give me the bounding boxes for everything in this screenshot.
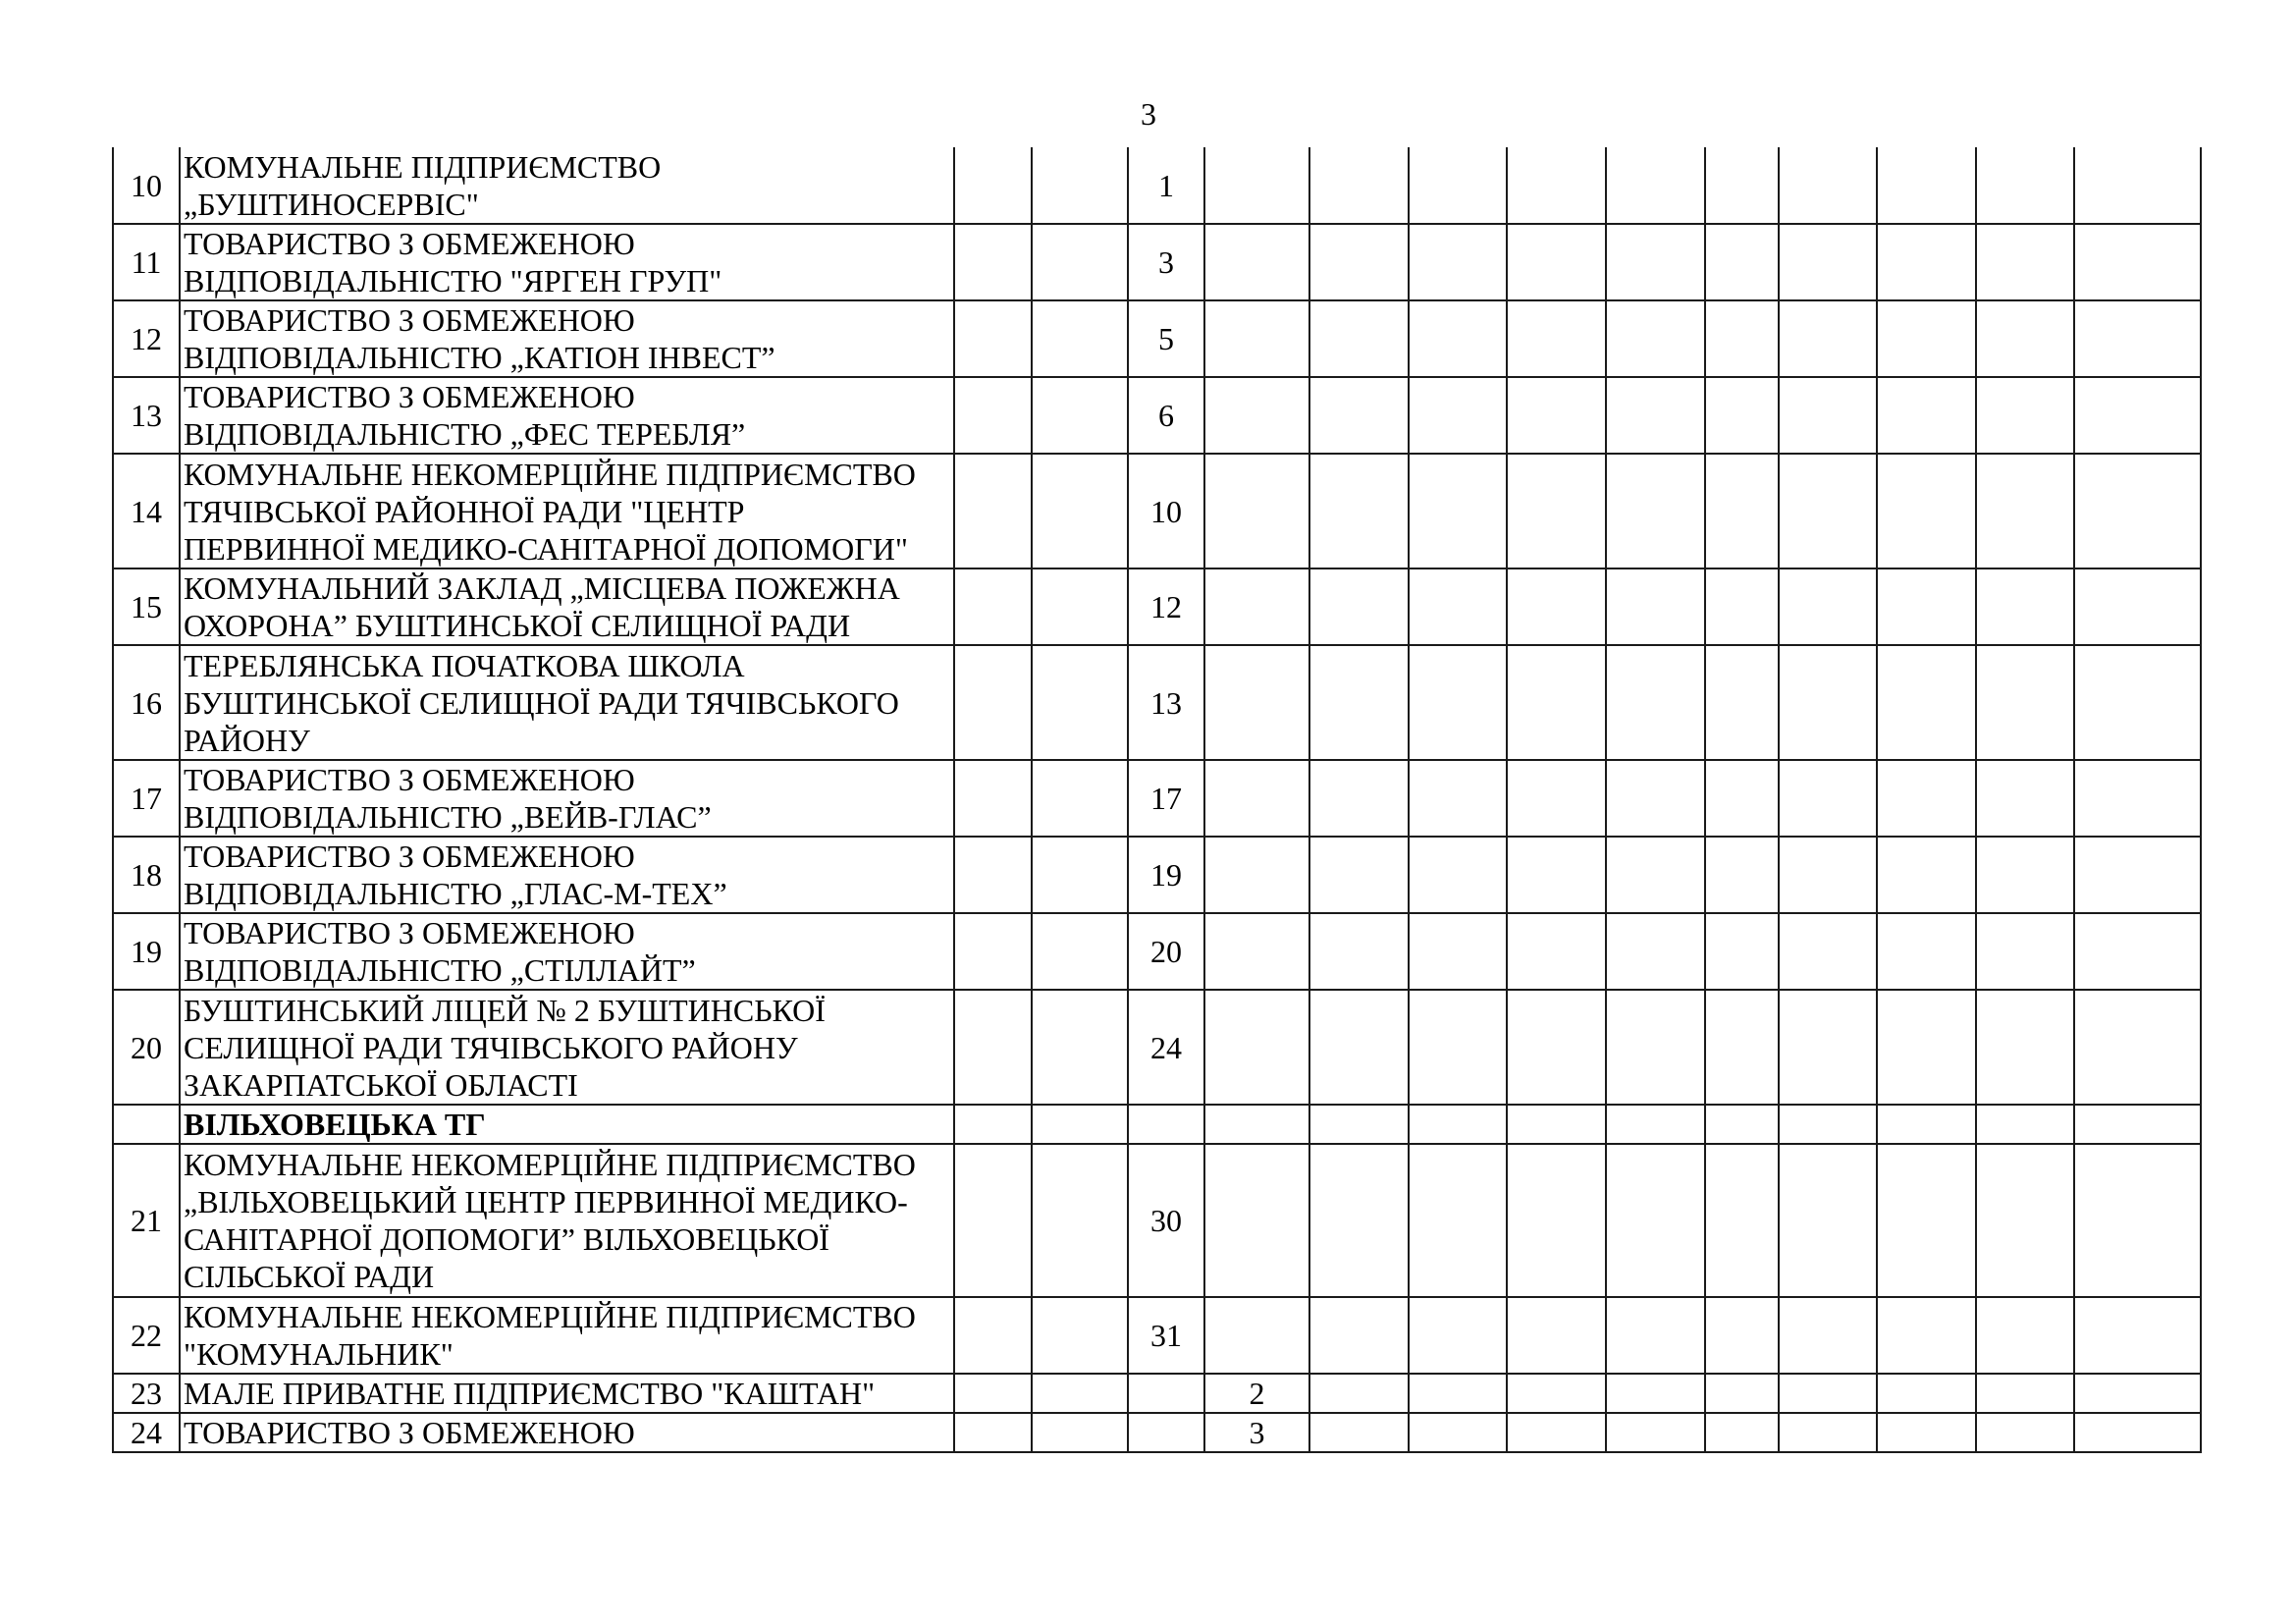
value-cell xyxy=(1705,1144,1779,1297)
table-row xyxy=(113,568,2201,645)
value-cell xyxy=(1606,645,1705,760)
table-row xyxy=(113,224,2201,300)
value-cell xyxy=(1606,990,1705,1105)
value-cell xyxy=(1705,760,1779,837)
value-cell xyxy=(1409,1413,1507,1452)
value-cell xyxy=(1128,1413,1204,1452)
value-cell xyxy=(1409,1297,1507,1374)
value-cell xyxy=(1032,147,1128,224)
value-cell xyxy=(1204,760,1309,837)
value-cell xyxy=(1606,1413,1705,1452)
value-cell xyxy=(1779,837,1877,913)
value-cell xyxy=(2074,224,2201,300)
value-cell xyxy=(1877,837,1976,913)
value-cell xyxy=(1507,837,1606,913)
value-cell xyxy=(2074,1144,2201,1297)
value-cell xyxy=(1309,1105,1409,1144)
table-row xyxy=(113,1374,2201,1413)
value-cell xyxy=(1409,1374,1507,1413)
value-cell xyxy=(1204,300,1309,377)
table-row xyxy=(113,1413,2201,1452)
value-cell xyxy=(1779,990,1877,1105)
value-cell xyxy=(1976,913,2074,990)
table-row xyxy=(113,1297,2201,1374)
value-cell xyxy=(1705,224,1779,300)
page-number: 3 xyxy=(1141,96,1156,132)
value-cell xyxy=(1409,1105,1507,1144)
value-cell xyxy=(1204,224,1309,300)
value-cell xyxy=(1128,1105,1204,1144)
organization-name: БУШТИНСЬКИЙ ЛІЦЕЙ № 2 БУШТИНСЬКОЇ СЕЛИЩНОЇ РАДИ ТЯЧІВСЬКОГО РАЙОНУ ЗАКАРПАТСЬКОЇ ОБЛАСТІ xyxy=(180,990,954,1105)
value-cell xyxy=(1779,147,1877,224)
value-cell xyxy=(1976,837,2074,913)
table-row xyxy=(113,147,2201,224)
value-cell xyxy=(1309,1413,1409,1452)
section-header-row xyxy=(113,1105,2201,1144)
value-cell xyxy=(1409,837,1507,913)
value-cell xyxy=(1309,760,1409,837)
row-number: 13 xyxy=(113,377,180,454)
value-cell xyxy=(1606,1374,1705,1413)
table-row xyxy=(113,300,2201,377)
row-number: 11 xyxy=(113,224,180,300)
table-row xyxy=(113,454,2201,568)
value-cell: 5 xyxy=(1128,300,1204,377)
value-cell xyxy=(1032,568,1128,645)
organization-name: ТОВАРИСТВО З ОБМЕЖЕНОЮ ВІДПОВІДАЛЬНІСТЮ „СТІЛЛАЙТ” xyxy=(180,913,954,990)
table-row xyxy=(113,760,2201,837)
value-cell xyxy=(1705,990,1779,1105)
value-cell xyxy=(1877,645,1976,760)
value-cell xyxy=(2074,454,2201,568)
value-cell xyxy=(954,300,1032,377)
value-cell xyxy=(1507,147,1606,224)
row-number: 15 xyxy=(113,568,180,645)
value-cell xyxy=(1877,1144,1976,1297)
value-cell xyxy=(1705,454,1779,568)
value-cell xyxy=(2074,568,2201,645)
row-number: 24 xyxy=(113,1413,180,1452)
value-cell xyxy=(1507,1105,1606,1144)
value-cell xyxy=(1976,147,2074,224)
value-cell xyxy=(1976,645,2074,760)
value-cell xyxy=(1606,760,1705,837)
value-cell xyxy=(1204,913,1309,990)
value-cell: 6 xyxy=(1128,377,1204,454)
value-cell xyxy=(1507,645,1606,760)
value-cell xyxy=(1606,1105,1705,1144)
registry-table xyxy=(112,147,2202,1453)
value-cell xyxy=(1606,300,1705,377)
table-row xyxy=(113,377,2201,454)
value-cell xyxy=(1976,568,2074,645)
value-cell xyxy=(1779,1413,1877,1452)
value-cell xyxy=(1779,1374,1877,1413)
value-cell xyxy=(1976,454,2074,568)
organization-name: КОМУНАЛЬНЕ ПІДПРИЄМСТВО „БУШТИНОСЕРВІС" xyxy=(180,147,954,224)
value-cell: 2 xyxy=(1204,1374,1309,1413)
organization-name: ТОВАРИСТВО З ОБМЕЖЕНОЮ ВІДПОВІДАЛЬНІСТЮ „ВЕЙВ-ГЛАС” xyxy=(180,760,954,837)
value-cell xyxy=(954,837,1032,913)
value-cell: 1 xyxy=(1128,147,1204,224)
value-cell xyxy=(1976,377,2074,454)
organization-name: ТОВАРИСТВО З ОБМЕЖЕНОЮ ВІДПОВІДАЛЬНІСТЮ "ЯРГЕН ГРУП" xyxy=(180,224,954,300)
value-cell xyxy=(1606,837,1705,913)
value-cell xyxy=(1409,645,1507,760)
organization-name: КОМУНАЛЬНЕ НЕКОМЕРЦІЙНЕ ПІДПРИЄМСТВО ТЯЧІВСЬКОЇ РАЙОННОЇ РАДИ "ЦЕНТР ПЕРВИННОЇ МЕДИКО-САНІТАРНОЇ ДОПОМОГИ" xyxy=(180,454,954,568)
value-cell xyxy=(1409,454,1507,568)
value-cell xyxy=(1204,1297,1309,1374)
value-cell xyxy=(954,645,1032,760)
value-cell xyxy=(1877,1374,1976,1413)
value-cell xyxy=(1877,300,1976,377)
value-cell: 10 xyxy=(1128,454,1204,568)
value-cell xyxy=(1309,568,1409,645)
value-cell xyxy=(1128,1374,1204,1413)
value-cell xyxy=(1032,1105,1128,1144)
value-cell xyxy=(1779,377,1877,454)
organization-name: КОМУНАЛЬНЕ НЕКОМЕРЦІЙНЕ ПІДПРИЄМСТВО "КОМУНАЛЬНИК" xyxy=(180,1297,954,1374)
value-cell xyxy=(954,913,1032,990)
value-cell xyxy=(1507,568,1606,645)
value-cell xyxy=(1309,300,1409,377)
value-cell xyxy=(954,1374,1032,1413)
row-number: 21 xyxy=(113,1144,180,1297)
value-cell xyxy=(1877,147,1976,224)
value-cell xyxy=(1409,568,1507,645)
value-cell xyxy=(1606,377,1705,454)
value-cell xyxy=(1705,645,1779,760)
value-cell xyxy=(2074,300,2201,377)
value-cell xyxy=(1409,990,1507,1105)
value-cell xyxy=(1705,913,1779,990)
value-cell xyxy=(1877,454,1976,568)
value-cell xyxy=(1309,454,1409,568)
value-cell: 19 xyxy=(1128,837,1204,913)
value-cell xyxy=(1309,913,1409,990)
value-cell xyxy=(1309,147,1409,224)
value-cell xyxy=(954,1105,1032,1144)
value-cell xyxy=(1204,147,1309,224)
value-cell xyxy=(1309,377,1409,454)
value-cell xyxy=(1409,377,1507,454)
value-cell xyxy=(1507,1374,1606,1413)
value-cell xyxy=(1705,1105,1779,1144)
row-number xyxy=(113,1105,180,1144)
row-number: 22 xyxy=(113,1297,180,1374)
value-cell xyxy=(1606,913,1705,990)
organization-name: ТОВАРИСТВО З ОБМЕЖЕНОЮ ВІДПОВІДАЛЬНІСТЮ „ГЛАС-М-ТЕХ” xyxy=(180,837,954,913)
value-cell xyxy=(1976,224,2074,300)
value-cell xyxy=(1779,1105,1877,1144)
value-cell xyxy=(1204,1144,1309,1297)
value-cell xyxy=(1705,377,1779,454)
table-row xyxy=(113,645,2201,760)
value-cell xyxy=(954,1144,1032,1297)
value-cell xyxy=(1877,760,1976,837)
organization-name: ТОВАРИСТВО З ОБМЕЖЕНОЮ ВІДПОВІДАЛЬНІСТЮ „ФЕС ТЕРЕБЛЯ” xyxy=(180,377,954,454)
value-cell xyxy=(2074,147,2201,224)
value-cell xyxy=(2074,1374,2201,1413)
value-cell xyxy=(1507,377,1606,454)
table-row xyxy=(113,913,2201,990)
value-cell xyxy=(1507,1297,1606,1374)
row-number: 20 xyxy=(113,990,180,1105)
value-cell xyxy=(954,990,1032,1105)
value-cell xyxy=(1779,760,1877,837)
value-cell xyxy=(954,454,1032,568)
value-cell xyxy=(1976,1374,2074,1413)
value-cell xyxy=(1779,224,1877,300)
value-cell xyxy=(1779,300,1877,377)
value-cell xyxy=(1032,377,1128,454)
value-cell xyxy=(1204,568,1309,645)
value-cell xyxy=(1409,760,1507,837)
value-cell xyxy=(1606,1144,1705,1297)
value-cell xyxy=(1877,377,1976,454)
value-cell xyxy=(1507,913,1606,990)
row-number: 16 xyxy=(113,645,180,760)
value-cell xyxy=(1032,1374,1128,1413)
value-cell xyxy=(1976,990,2074,1105)
value-cell xyxy=(1507,1413,1606,1452)
value-cell xyxy=(1204,990,1309,1105)
value-cell: 3 xyxy=(1204,1413,1309,1452)
table-row xyxy=(113,1144,2201,1297)
organization-name: ТОВАРИСТВО З ОБМЕЖЕНОЮ xyxy=(180,1413,954,1452)
value-cell xyxy=(1976,1413,2074,1452)
value-cell xyxy=(1705,1413,1779,1452)
value-cell xyxy=(1976,1105,2074,1144)
value-cell xyxy=(1032,1297,1128,1374)
value-cell xyxy=(1976,760,2074,837)
value-cell: 31 xyxy=(1128,1297,1204,1374)
value-cell xyxy=(954,1413,1032,1452)
value-cell xyxy=(1032,1413,1128,1452)
value-cell xyxy=(1606,224,1705,300)
value-cell xyxy=(1309,990,1409,1105)
value-cell xyxy=(2074,1413,2201,1452)
value-cell xyxy=(1877,1105,1976,1144)
value-cell xyxy=(954,760,1032,837)
value-cell xyxy=(1779,568,1877,645)
value-cell xyxy=(1032,913,1128,990)
value-cell xyxy=(1705,300,1779,377)
value-cell xyxy=(1779,1297,1877,1374)
value-cell xyxy=(1606,454,1705,568)
value-cell xyxy=(1705,1297,1779,1374)
organization-name: ТОВАРИСТВО З ОБМЕЖЕНОЮ ВІДПОВІДАЛЬНІСТЮ „КАТІОН ІНВЕСТ” xyxy=(180,300,954,377)
value-cell xyxy=(1309,1374,1409,1413)
value-cell xyxy=(1976,1297,2074,1374)
value-cell xyxy=(1705,837,1779,913)
value-cell xyxy=(1309,1297,1409,1374)
value-cell xyxy=(954,568,1032,645)
value-cell xyxy=(1309,645,1409,760)
value-cell xyxy=(1779,645,1877,760)
value-cell xyxy=(1606,568,1705,645)
value-cell xyxy=(1204,1105,1309,1144)
value-cell xyxy=(1204,645,1309,760)
value-cell xyxy=(1409,147,1507,224)
value-cell xyxy=(2074,913,2201,990)
value-cell: 3 xyxy=(1128,224,1204,300)
value-cell xyxy=(1877,1297,1976,1374)
value-cell xyxy=(2074,645,2201,760)
value-cell: 24 xyxy=(1128,990,1204,1105)
value-cell xyxy=(2074,760,2201,837)
value-cell xyxy=(1779,913,1877,990)
row-number: 19 xyxy=(113,913,180,990)
value-cell xyxy=(1409,913,1507,990)
value-cell xyxy=(1877,913,1976,990)
value-cell xyxy=(954,377,1032,454)
value-cell xyxy=(1507,224,1606,300)
value-cell xyxy=(1877,224,1976,300)
value-cell: 13 xyxy=(1128,645,1204,760)
value-cell xyxy=(1409,300,1507,377)
value-cell xyxy=(1877,990,1976,1105)
value-cell xyxy=(1032,760,1128,837)
value-cell xyxy=(1032,454,1128,568)
value-cell xyxy=(1032,990,1128,1105)
row-number: 23 xyxy=(113,1374,180,1413)
row-number: 18 xyxy=(113,837,180,913)
value-cell xyxy=(2074,377,2201,454)
organization-name: КОМУНАЛЬНЕ НЕКОМЕРЦІЙНЕ ПІДПРИЄМСТВО „ВІЛЬХОВЕЦЬКИЙ ЦЕНТР ПЕРВИННОЇ МЕДИКО- САНІТАРНОЇ ДОПОМОГИ” ВІЛЬХОВЕЦЬКОЇ СІЛЬСЬКОЇ РАДИ xyxy=(180,1144,954,1297)
value-cell xyxy=(954,1297,1032,1374)
value-cell xyxy=(1779,1144,1877,1297)
value-cell: 20 xyxy=(1128,913,1204,990)
value-cell xyxy=(1409,224,1507,300)
table-row xyxy=(113,837,2201,913)
value-cell xyxy=(1032,645,1128,760)
value-cell xyxy=(1606,1297,1705,1374)
value-cell xyxy=(1032,300,1128,377)
value-cell xyxy=(2074,837,2201,913)
value-cell xyxy=(1779,454,1877,568)
value-cell xyxy=(1877,568,1976,645)
value-cell xyxy=(1507,300,1606,377)
table-row xyxy=(113,990,2201,1105)
value-cell xyxy=(1507,990,1606,1105)
value-cell xyxy=(1309,1144,1409,1297)
value-cell xyxy=(1507,1144,1606,1297)
row-number: 17 xyxy=(113,760,180,837)
value-cell xyxy=(1032,224,1128,300)
value-cell xyxy=(1204,377,1309,454)
value-cell xyxy=(2074,1297,2201,1374)
value-cell: 30 xyxy=(1128,1144,1204,1297)
section-title: ВІЛЬХОВЕЦЬКА ТГ xyxy=(180,1105,954,1144)
value-cell xyxy=(1705,147,1779,224)
row-number: 12 xyxy=(113,300,180,377)
organization-name: ТЕРЕБЛЯНСЬКА ПОЧАТКОВА ШКОЛА БУШТИНСЬКОЇ СЕЛИЩНОЇ РАДИ ТЯЧІВСЬКОГО РАЙОНУ xyxy=(180,645,954,760)
row-number: 14 xyxy=(113,454,180,568)
value-cell xyxy=(2074,990,2201,1105)
value-cell xyxy=(1976,300,2074,377)
value-cell xyxy=(1309,224,1409,300)
value-cell xyxy=(1309,837,1409,913)
value-cell xyxy=(1705,568,1779,645)
value-cell xyxy=(1976,1144,2074,1297)
value-cell xyxy=(1032,1144,1128,1297)
value-cell: 12 xyxy=(1128,568,1204,645)
value-cell xyxy=(1705,1374,1779,1413)
value-cell xyxy=(1606,147,1705,224)
row-number: 10 xyxy=(113,147,180,224)
value-cell: 17 xyxy=(1128,760,1204,837)
value-cell xyxy=(1204,454,1309,568)
value-cell xyxy=(1877,1413,1976,1452)
value-cell xyxy=(1507,454,1606,568)
value-cell xyxy=(954,224,1032,300)
value-cell xyxy=(1409,1144,1507,1297)
organization-name: МАЛЕ ПРИВАТНЕ ПІДПРИЄМСТВО "КАШТАН" xyxy=(180,1374,954,1413)
organization-name: КОМУНАЛЬНИЙ ЗАКЛАД „МІСЦЕВА ПОЖЕЖНА ОХОРОНА” БУШТИНСЬКОЇ СЕЛИЩНОЇ РАДИ xyxy=(180,568,954,645)
value-cell xyxy=(2074,1105,2201,1144)
value-cell xyxy=(1204,837,1309,913)
value-cell xyxy=(954,147,1032,224)
value-cell xyxy=(1507,760,1606,837)
value-cell xyxy=(1032,837,1128,913)
